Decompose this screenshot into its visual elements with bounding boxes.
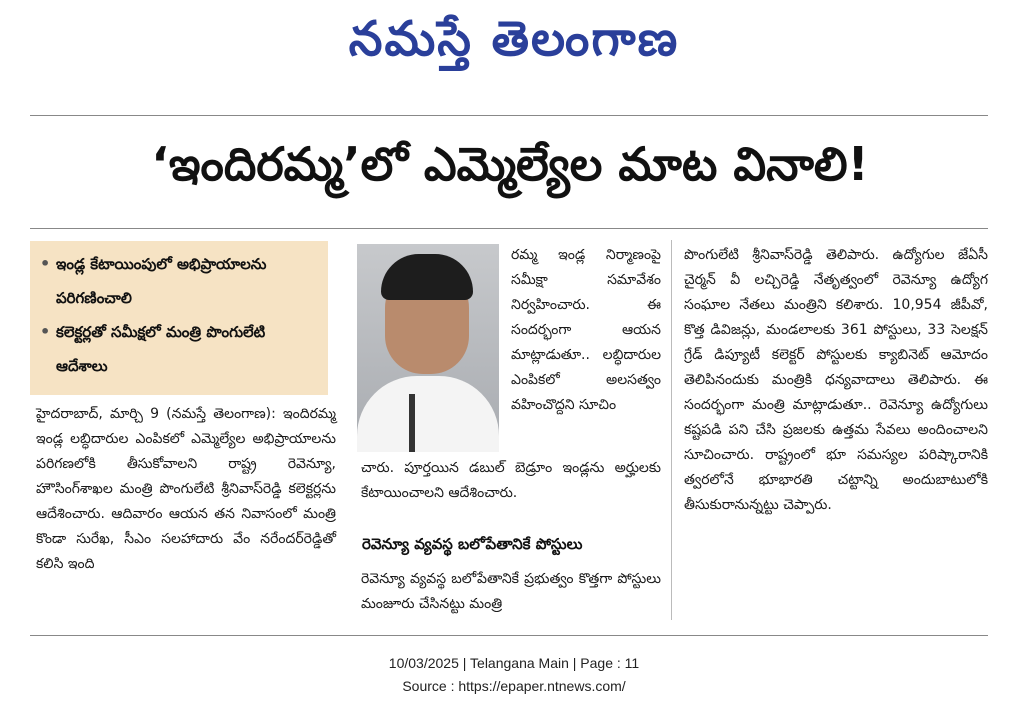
article-column-3 [684,243,988,518]
headline-divider [30,228,988,229]
column-3-paragraph: పొంగులేటి శ్రీనివాస్‌రెడ్డి తెలిపారు. ఉద్యోగుల జేఏసీ చైర్మన్ వీ లచ్చిరెడ్డి నేతృత్వంలో రెవెన్యూ ఉద్యోగ సంఘాల నేతలు మంత్రిని కలిశారు. 10,954 జీపీవో, కొత్త డివిజన్లు, మండలాలకు 361 పోస్టులు, 33 సెలక్షన్ గ్రేడ్ డిప్యూటీ కలెక్టర్ పోస్టులకు క్యాబినెట్ ఆమోదం తెలిపినందుకు మంత్రికి ధన్యవాదాలు తెలిపారు. ఈ సందర్భంగా మంత్రి మాట్లాడుతూ.. రెవెన్యూ ఉద్యోగులు కష్టపడి పని చేసి ప్రజలకు ఉత్తమ సేవలు అందించాలని సూచించారు. రాష్ట్రంలో భూ సమస్యల పరిష్కారానికి త్వరలోనే భూభారతి చట్టాన్ని అందుబాటులోకి తీసుకురానున్నట్టు చెప్పారు. [684,247,988,513]
highlights-list [38,247,320,383]
article-subheading: రెవెన్యూ వ్యవస్థ బలోపేతానికే పోస్టులు [362,535,583,553]
article-column-1 [36,402,336,577]
column-2-bottom-paragraph: రెవెన్యూ వ్యవస్థ బలోపేతానికే ప్రభుత్వం కొత్తగా పోస్టులు మంజూరు చేసినట్టు మంత్రి [361,571,661,612]
highlight-item: • ఇండ్ల కేటాయింపులో అభిప్రాయాలను పరిగణించాలి [38,247,320,315]
footer-source: Source : https://epaper.ntnews.com/ [402,678,626,694]
masthead-title: నమస్తే తెలంగాణ [348,11,680,67]
article-column-2-bottom [361,567,661,617]
column-1-paragraph: హైదరాబాద్, మార్చి 9 (నమస్తే తెలంగాణ): ఇందిరమ్మ ఇండ్ల లబ్ధిదారుల ఎంపికలో ఎమ్మెల్యేల అభిప్రాయాలను పరిగణలోకి తీసుకోవాలని రాష్ట్ర రెవెన్యూ, హౌసింగ్‌శాఖల మంత్రి పొంగులేటి శ్రీనివాస్‌రెడ్డి కలెక్టర్లను ఆదేశించారు. ఆదివారం ఆయన తన నివాసంలో మంత్రి కొండా సురేఖ, సీఎం సలహాదారు వేం నరేందర్‌రెడ్డితో కలిసి ఇంది [36,406,336,572]
column-divider [671,240,672,620]
column-2-mid-paragraph: చారు. పూర్తయిన డబుల్ బెడ్రూం ఇండ్లను అర్హులకు కేటాయించాలని ఆదేశించారు. [361,460,661,501]
footer-divider [30,635,988,636]
article-column-2-top [511,243,661,418]
column-2-top-paragraph: రమ్మ ఇండ్ల నిర్మాణంపై సమీక్షా సమావేశం నిర్వహించారు. ఈ సందర్భంగా ఆయన మాట్లాడుతూ.. లబ్ధిదారుల ఎంపికలో అలసత్వం వహించొద్దని సూచిం [511,247,661,413]
article-column-2-mid [361,456,661,506]
highlights-box [30,241,328,395]
article-headline: ‘ఇందిరమ్మ’లో ఎమ్మెల్యేల మాట వినాలి! [151,137,869,191]
minister-photo [357,244,499,452]
highlight-item: • కలెక్టర్లతో సమీక్షలో మంత్రి పొంగులేటి ఆదేశాలు [38,315,320,383]
microphone-icon [409,394,415,452]
masthead-divider [30,115,988,116]
footer-edition: 10/03/2025 | Telangana Main | Page : 11 [388,655,640,671]
